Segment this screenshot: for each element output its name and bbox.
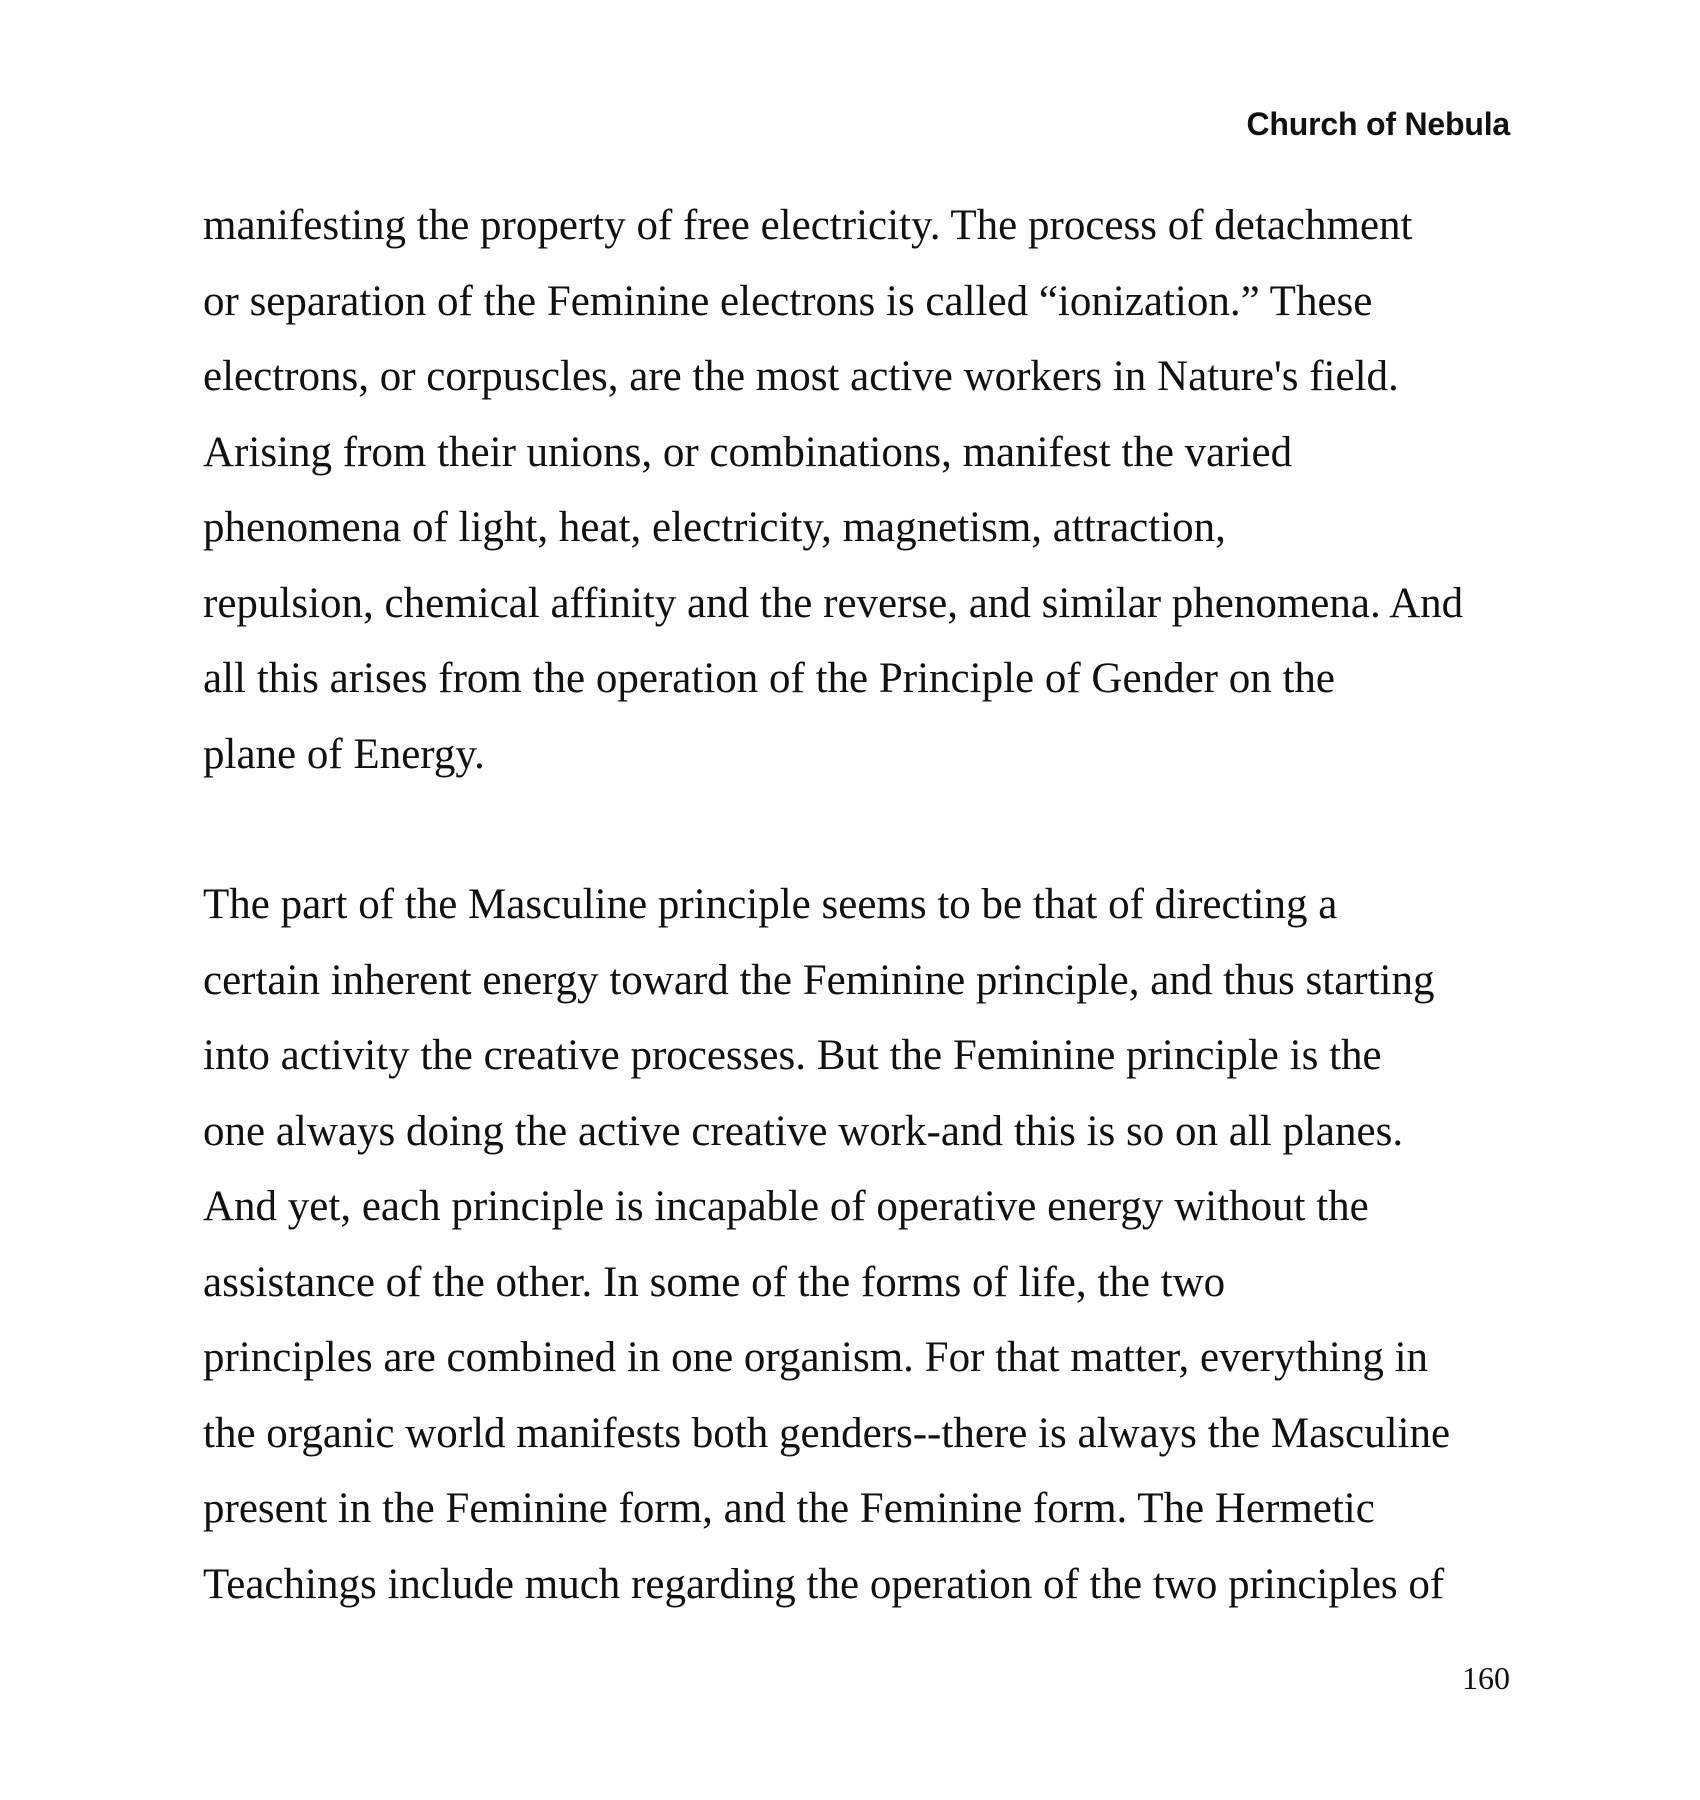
text-line: And yet, each principle is incapable of operative energy without the <box>203 1183 1369 1230</box>
text-line: repulsion, chemical affinity and the reverse, and similar phenomena. And <box>203 579 1464 627</box>
body-text <box>203 188 1503 1622</box>
text-line: certain inherent energy toward the Feminine principle, and thus starting <box>203 956 1435 1004</box>
text-line: Teachings include much regarding the operation of the two principles of <box>203 1560 1445 1608</box>
paragraph <box>203 188 1503 792</box>
text-line: Arising from their unions, or combinations, manifest the varied <box>203 428 1293 476</box>
text-line: assistance of the other. In some of the forms of life, the two <box>203 1258 1226 1306</box>
text-line: one always doing the active creative work-and this is so on all planes. <box>203 1107 1404 1155</box>
page-number: 160 <box>1462 1660 1510 1696</box>
text-line: principles are combined in one organism. For that matter, everything in <box>203 1334 1429 1381</box>
text-line: into activity the creative processes. But the Feminine principle is the <box>203 1032 1382 1079</box>
text-line: manifesting the property of free electricity. The process of detachment <box>203 202 1413 249</box>
running-header: Church of Nebula <box>1246 106 1510 142</box>
text-line: phenomena of light, heat, electricity, magnetism, attraction, <box>203 504 1226 551</box>
paragraph <box>203 867 1503 1622</box>
text-line: the organic world manifests both genders--there is always the Masculine <box>203 1409 1451 1457</box>
text-line: The part of the Masculine principle seems to be that of directing a <box>203 881 1338 928</box>
text-line: all this arises from the operation of the Principle of Gender on the <box>203 655 1336 702</box>
text-line: present in the Feminine form, and the Feminine form. The Hermetic <box>203 1485 1375 1532</box>
text-line: or separation of the Feminine electrons is called “ionization.” These <box>203 277 1373 325</box>
text-line: plane of Energy. <box>203 730 485 778</box>
text-line: electrons, or corpuscles, are the most active workers in Nature's field. <box>203 353 1399 400</box>
